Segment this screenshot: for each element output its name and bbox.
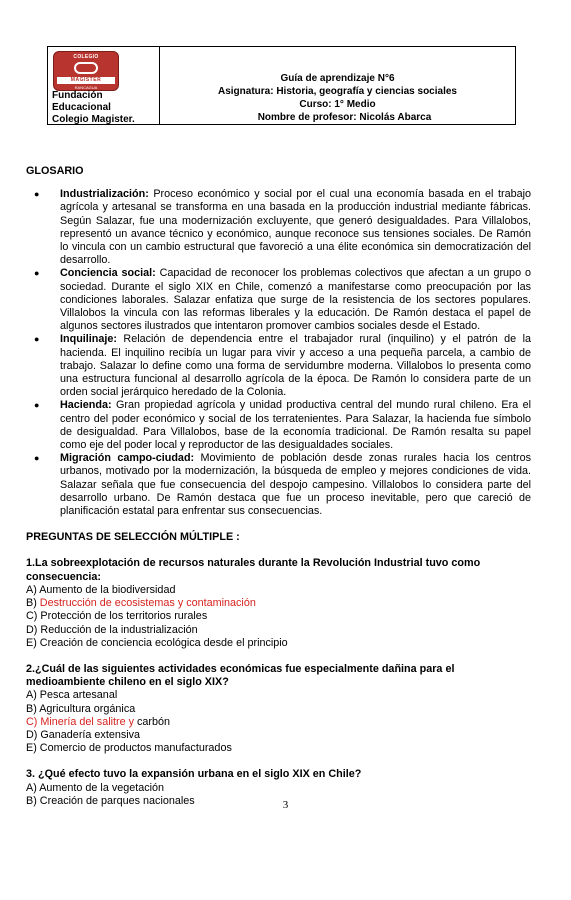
subject-line: Asignatura: Historia, geografía y ciencias sociales (218, 86, 457, 97)
option-a: A) Aumento de la vegetación (26, 781, 165, 794)
question-text: 3. ¿Qué efecto tuvo la expansión urbana en el siglo XIX en Chile? (26, 768, 362, 781)
option-c (26, 716, 531, 729)
option-e: E) Creación de conciencia ecológica desde el principio (26, 636, 288, 649)
glossary-term: Conciencia social: (60, 267, 156, 280)
option-e: E) Comercio de productos manufacturados (26, 742, 232, 755)
glossary-term: Industrialización: (60, 188, 149, 201)
teacher-line: Nombre de profesor: Nicolás Abarca (257, 112, 432, 123)
glossary-term: Migración campo-ciudad: (60, 452, 195, 465)
page-number: 3 (282, 799, 289, 811)
glossary-definition: Proceso económico y social por el cual una economía basada en el trabajo agrícola y artesanal se transforma en una basada en la producción industrial mediante fábricas. Según Salazar, fue una modernización excluyente, que generó desigualdades. Para Villalobos, representó un avance técnico y económico, aunque reconoce sus tensiones sociales. De Ramón lo vincula con un cambio estructural que favoreció a una élite económica sin democratización del desarrollo. (60, 188, 531, 267)
course-line: Curso: 1° Medio (299, 99, 376, 110)
glossary-definition: Relación de dependencia entre el trabajador rural (inquilino) y el patrón de la hacienda. El inquilino recibía un lugar para vivir y acceso a una pequeña parcela, a cambio de trabajo. Salazar lo define como una forma de servidumbre moderna. Villalobos lo presenta como una estructura funcional al desarrollo agrícola de la época. De Ramón lo considera parte de un orden social jerárquico heredado de la Colonia. (60, 333, 531, 399)
question-2 (26, 663, 531, 755)
option-a: A) Aumento de la biodiversidad (26, 583, 176, 596)
question-1 (26, 557, 531, 649)
bullet-icon: ● (34, 334, 40, 345)
guide-title: Guía de aprendizaje N°6 (280, 73, 395, 84)
header-right-cell (160, 47, 515, 124)
option-c: C) Protección de los territorios rurales (26, 610, 208, 623)
option-d: D) Reducción de la industrialización (26, 623, 198, 636)
option-b-prefix: B) (26, 597, 40, 610)
main-content (26, 165, 531, 808)
logo-emblem-icon (74, 62, 98, 74)
question-text: 2.¿Cuál de las siguientes actividades económicas fue especialmente dañina para el medioambiente chileno en el siglo XIX? (26, 662, 455, 689)
glossary-item (26, 452, 531, 518)
glossary-item (26, 188, 531, 267)
bullet-icon: ● (34, 400, 40, 411)
glossary-title: GLOSARIO (26, 165, 84, 177)
institution-line-1: Fundación (52, 90, 103, 101)
option-b: B) Creación de parques nacionales (26, 794, 195, 807)
option-c-answer: C) Minería del salitre y (26, 715, 135, 728)
bullet-icon: ● (34, 189, 40, 200)
logo-sub-text: RANCAGUA (74, 85, 98, 90)
bullet-icon: ● (34, 268, 40, 279)
glossary-definition: Capacidad de reconocer los problemas colectivos que afectan a un grupo o sociedad. Durante el siglo XIX en Chile, comenzó a manifestarse como preocupación por las condiciones laborales. Salazar enfatiza que surge de la resistencia de los sectores populares. Villalobos la vincula con las reformas liberales y la educación. De Ramón destaca el papel de algunos sectores ilustrados que intentaron promover cambios sociales desde el Estado. (60, 267, 531, 333)
logo-top-text: COLEGIO (73, 54, 99, 60)
option-b: B) Agricultura orgánica (26, 702, 136, 715)
option-b (26, 597, 531, 610)
institution-name (52, 90, 135, 126)
glossary-definition: Gran propiedad agrícola y unidad productiva central del mundo rural chileno. Era el centro del poder económico y social de los terratenientes. Para Salazar, la hacienda fue símbolo de desigualdad. Para Villalobos, base de la economía tradicional. De Ramón resalta su papel como eje del poder local y reproductor de las desigualdades sociales. (60, 399, 531, 452)
bullet-icon: ● (34, 453, 40, 464)
glossary-item (26, 267, 531, 333)
glossary-item (26, 399, 531, 452)
option-d: D) Ganadería extensiva (26, 728, 141, 741)
mc-section-title: PREGUNTAS DE SELECCIÓN MÚLTIPLE : (26, 531, 240, 544)
glossary-definition: Movimiento de población desde zonas rurales hacia los centros urbanos, motivado por la modernización, la búsqueda de empleo y mejores condiciones de vida. Salazar señala que fue consecuencia del despojo campesino. Villalobos lo considera parte del desarrollo urbano. De Ramón destaca que fue un proceso inevitable, pero que careció de planificación estatal para enfrentar sus consecuencias. (60, 452, 532, 518)
glossary-term: Inquilinaje: (60, 333, 117, 346)
question-text: 1.La sobreexplotación de recursos naturales durante la Revolución Industrial tuvo como consecuencia: (26, 557, 481, 583)
option-b-answer: Destrucción de ecosistemas y contaminación (39, 597, 256, 610)
glossary-term: Hacienda: (60, 399, 112, 412)
institution-line-2: Educacional (52, 102, 111, 113)
header-table (47, 46, 516, 125)
header-left-cell (48, 47, 160, 124)
option-c-rest: carbón (134, 715, 171, 728)
school-logo (53, 51, 119, 91)
option-a: A) Pesca artesanal (26, 689, 118, 702)
logo-band-text: MAGISTER (57, 77, 115, 84)
institution-line-3: Colegio Magister. (52, 114, 135, 125)
glossary-item (26, 333, 531, 399)
glossary-list (26, 188, 531, 518)
header-info (160, 72, 515, 124)
